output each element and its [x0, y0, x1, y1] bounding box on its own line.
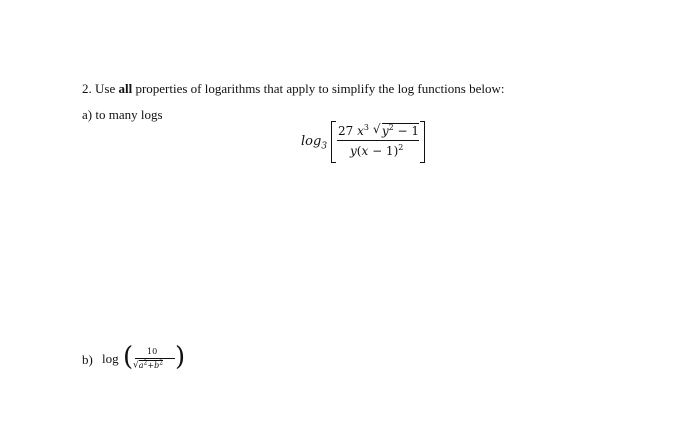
part-a-numerator: 27 $x^3$ √ $y^2 - 1$ [338, 122, 420, 138]
question-number: 2. [82, 81, 92, 96]
question-text-before: Use [95, 81, 119, 96]
part-a-log: $\log_3$ [301, 134, 328, 152]
part-b-denominator: $√a^2+b^2$ [133, 359, 164, 371]
part-a-fraction-bar [337, 140, 419, 141]
question-text-after: properties of logarithms that apply to simplify the log functions below: [132, 81, 505, 96]
square-root: √ $y^2 - 1$ [372, 122, 420, 138]
right-paren: ) [175, 342, 186, 372]
left-paren: ( [123, 342, 134, 372]
part-a-label: a) to many logs [82, 107, 163, 122]
question-prompt [82, 81, 504, 97]
part-a-brackets [331, 121, 425, 163]
part-b-log: log [102, 351, 119, 366]
part-b-label: b) [82, 352, 93, 367]
question-emphasis: all [118, 81, 133, 96]
part-a-denominator: $y(x - 1)^2$ [350, 143, 404, 158]
part-b-numerator: 10 [147, 347, 158, 356]
part-a-base: 3 [321, 141, 328, 152]
